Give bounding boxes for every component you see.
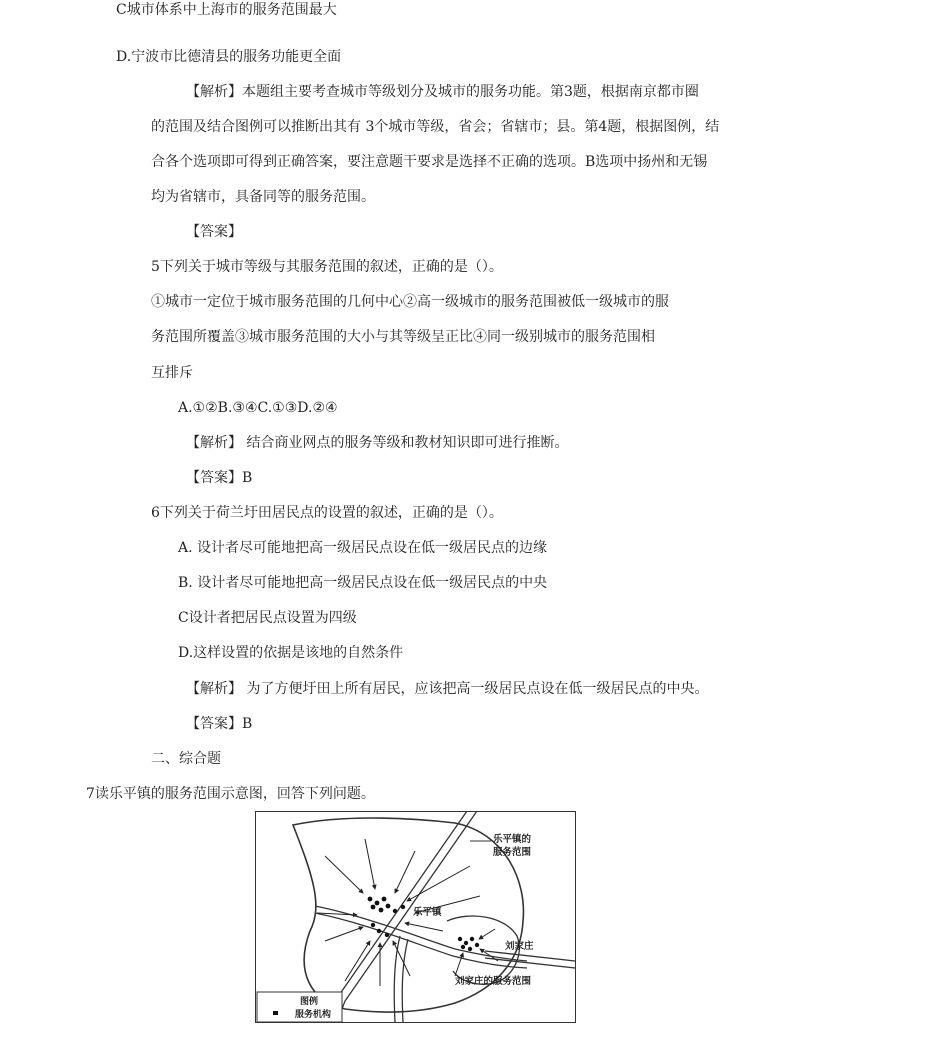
legend-institution-symbol [273, 1011, 278, 1015]
question-5-statements-line-2: 务范围所覆盖③城市服务范围的大小与其等级呈正比④同一级别城市的服务范围相 [151, 329, 655, 345]
label-leping: 乐平镇 [413, 907, 442, 918]
question-6-stem: 6下列关于荷兰圩田居民点的设置的叙述，正确的是（）。 [151, 505, 503, 521]
answer-5: 【答案】B [186, 470, 253, 486]
label-liujiazhuang-range: 刘家庄的服务范围 [455, 976, 532, 987]
label-leping-range-1: 乐平镇的 [493, 834, 532, 845]
question-5-stem: 5下列关于城市等级与其服务范围的叙述，正确的是（）。 [151, 259, 503, 275]
label-liujiazhuang: 刘家庄 [505, 941, 534, 952]
question-5-statements-line-1: ①城市一定位于城市服务范围的几何中心②高一级城市的服务范围被低一级城市的服 [151, 294, 669, 310]
map-svg [255, 811, 577, 1023]
question-6-option-c: C设计者把居民点设置为四级 [178, 610, 357, 626]
question-6-option-a: A. 设计者尽可能地把高一级居民点设在低一级居民点的边缘 [178, 540, 548, 556]
analysis-3-4-line-4: 均为省辖市，具备同等的服务范围。 [151, 189, 375, 205]
question-5-statements-line-3: 互排斥 [151, 365, 193, 381]
question-7-stem: 7读乐平镇的服务范围示意图，回答下列问题。 [86, 786, 375, 802]
leping-service-range-map [255, 811, 577, 1023]
question-3-option-c: C城市体系中上海市的服务范围最大 [116, 2, 337, 18]
legend-title: 图例 [300, 997, 319, 1007]
analysis-6: 【解析】 为了方便圩田上所有居民，应该把高一级居民点设在低一级居民点的中央。 [186, 681, 709, 697]
question-3-option-d: D.宁波市比德清县的服务功能更全面 [116, 49, 342, 65]
analysis-3-4-line-2: 的范围及结合图例可以推断出其有 3个城市等级，省会；省辖市；县。第4题，根据图例，结 [151, 119, 720, 135]
section-heading-comprehensive: 二、综合题 [151, 751, 221, 767]
question-5-options: A.①②B.③④C.①③D.②④ [178, 400, 338, 416]
label-leping-range-2: 服务范围 [493, 847, 532, 858]
answer-3-4: 【答案】 [186, 224, 242, 240]
analysis-3-4-line-1: 【解析】本题组主要考查城市等级划分及城市的服务功能。第3题，根据南京都市圈 [186, 84, 699, 100]
answer-6: 【答案】B [186, 716, 253, 732]
question-6-option-b: B. 设计者尽可能地把高一级居民点设在低一级居民点的中央 [178, 575, 548, 591]
legend-institution-label: 服务机构 [295, 1010, 332, 1020]
analysis-5: 【解析】 结合商业网点的服务等级和教材知识即可进行推断。 [186, 435, 569, 451]
analysis-3-4-line-3: 合各个选项即可得到正确答案，要注意题干要求是选择不正确的选项。B选项中扬州和无锡 [151, 154, 708, 170]
question-6-option-d: D.这样设置的依据是该地的自然条件 [178, 645, 404, 661]
